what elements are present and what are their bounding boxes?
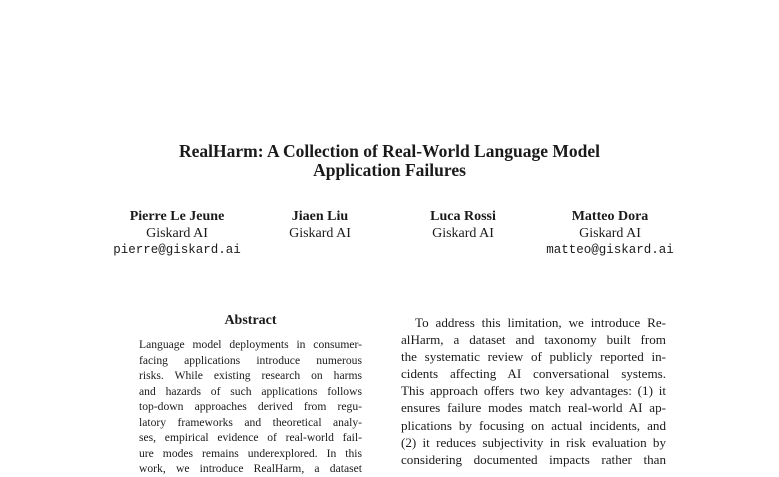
author-name: Pierre Le Jeune: [129, 209, 225, 224]
abstract-line: facing applications introduce numerous: [139, 353, 362, 367]
abstract-text: [139, 337, 362, 475]
author-affiliation: Giskard AI: [432, 225, 494, 241]
author-affiliation: Giskard AI: [289, 225, 351, 241]
abstract-line: risks. While existing research on harms: [139, 369, 362, 382]
author-name: Luca Rossi: [430, 209, 496, 224]
author-block: [265, 209, 375, 242]
intro-line: considering documented impacts rather than: [401, 451, 666, 467]
introduction-text: [401, 314, 666, 468]
author-affiliation: Giskard AI: [579, 225, 641, 241]
intro-line: This approach offers two key advantages: (1) it: [401, 383, 666, 399]
title-line-2: Application Failures: [313, 160, 466, 180]
intro-line: cidents affecting AI conversational systems.: [401, 366, 666, 382]
abstract-line: Language model deployments in consumer-: [139, 338, 362, 351]
intro-line: the systematic review of publicly reported in-: [401, 349, 666, 365]
abstract-line: and hazards of such applications follows: [139, 384, 362, 398]
author-block: [535, 209, 685, 259]
intro-line: alHarm, a dataset and taxonomy built from: [401, 332, 666, 348]
author-name: Jiaen Liu: [291, 209, 349, 224]
author-email: pierre@giskard.ai: [113, 243, 241, 257]
intro-line: ensures failure modes match real-world AI ap-: [401, 400, 666, 416]
abstract-heading: Abstract: [224, 313, 277, 328]
abstract-line: latory frameworks and theoretical analy-: [139, 415, 362, 429]
author-block: [403, 209, 523, 242]
author-affiliation: Giskard AI: [146, 225, 208, 241]
author-email: matteo@giskard.ai: [546, 243, 674, 257]
abstract-line: top-down approaches derived from regu-: [139, 400, 362, 413]
intro-line: (2) it reduces subjectivity in risk evaluation by: [401, 434, 666, 450]
abstract-line: work, we introduce RealHarm, a dataset: [139, 462, 362, 475]
abstract-line: ses, empirical evidence of real-world fail-: [139, 431, 362, 444]
paper-title: [0, 142, 779, 180]
author-block: [107, 209, 247, 259]
abstract-line: ure modes remains underexplored. In this: [139, 446, 362, 460]
intro-line: To address this limitation, we introduce Re-: [415, 315, 666, 330]
title-line-1: RealHarm: A Collection of Real-World Language Model: [179, 141, 600, 161]
author-name: Matteo Dora: [571, 209, 649, 224]
intro-line: plications by focusing on actual incidents, and: [401, 417, 666, 433]
